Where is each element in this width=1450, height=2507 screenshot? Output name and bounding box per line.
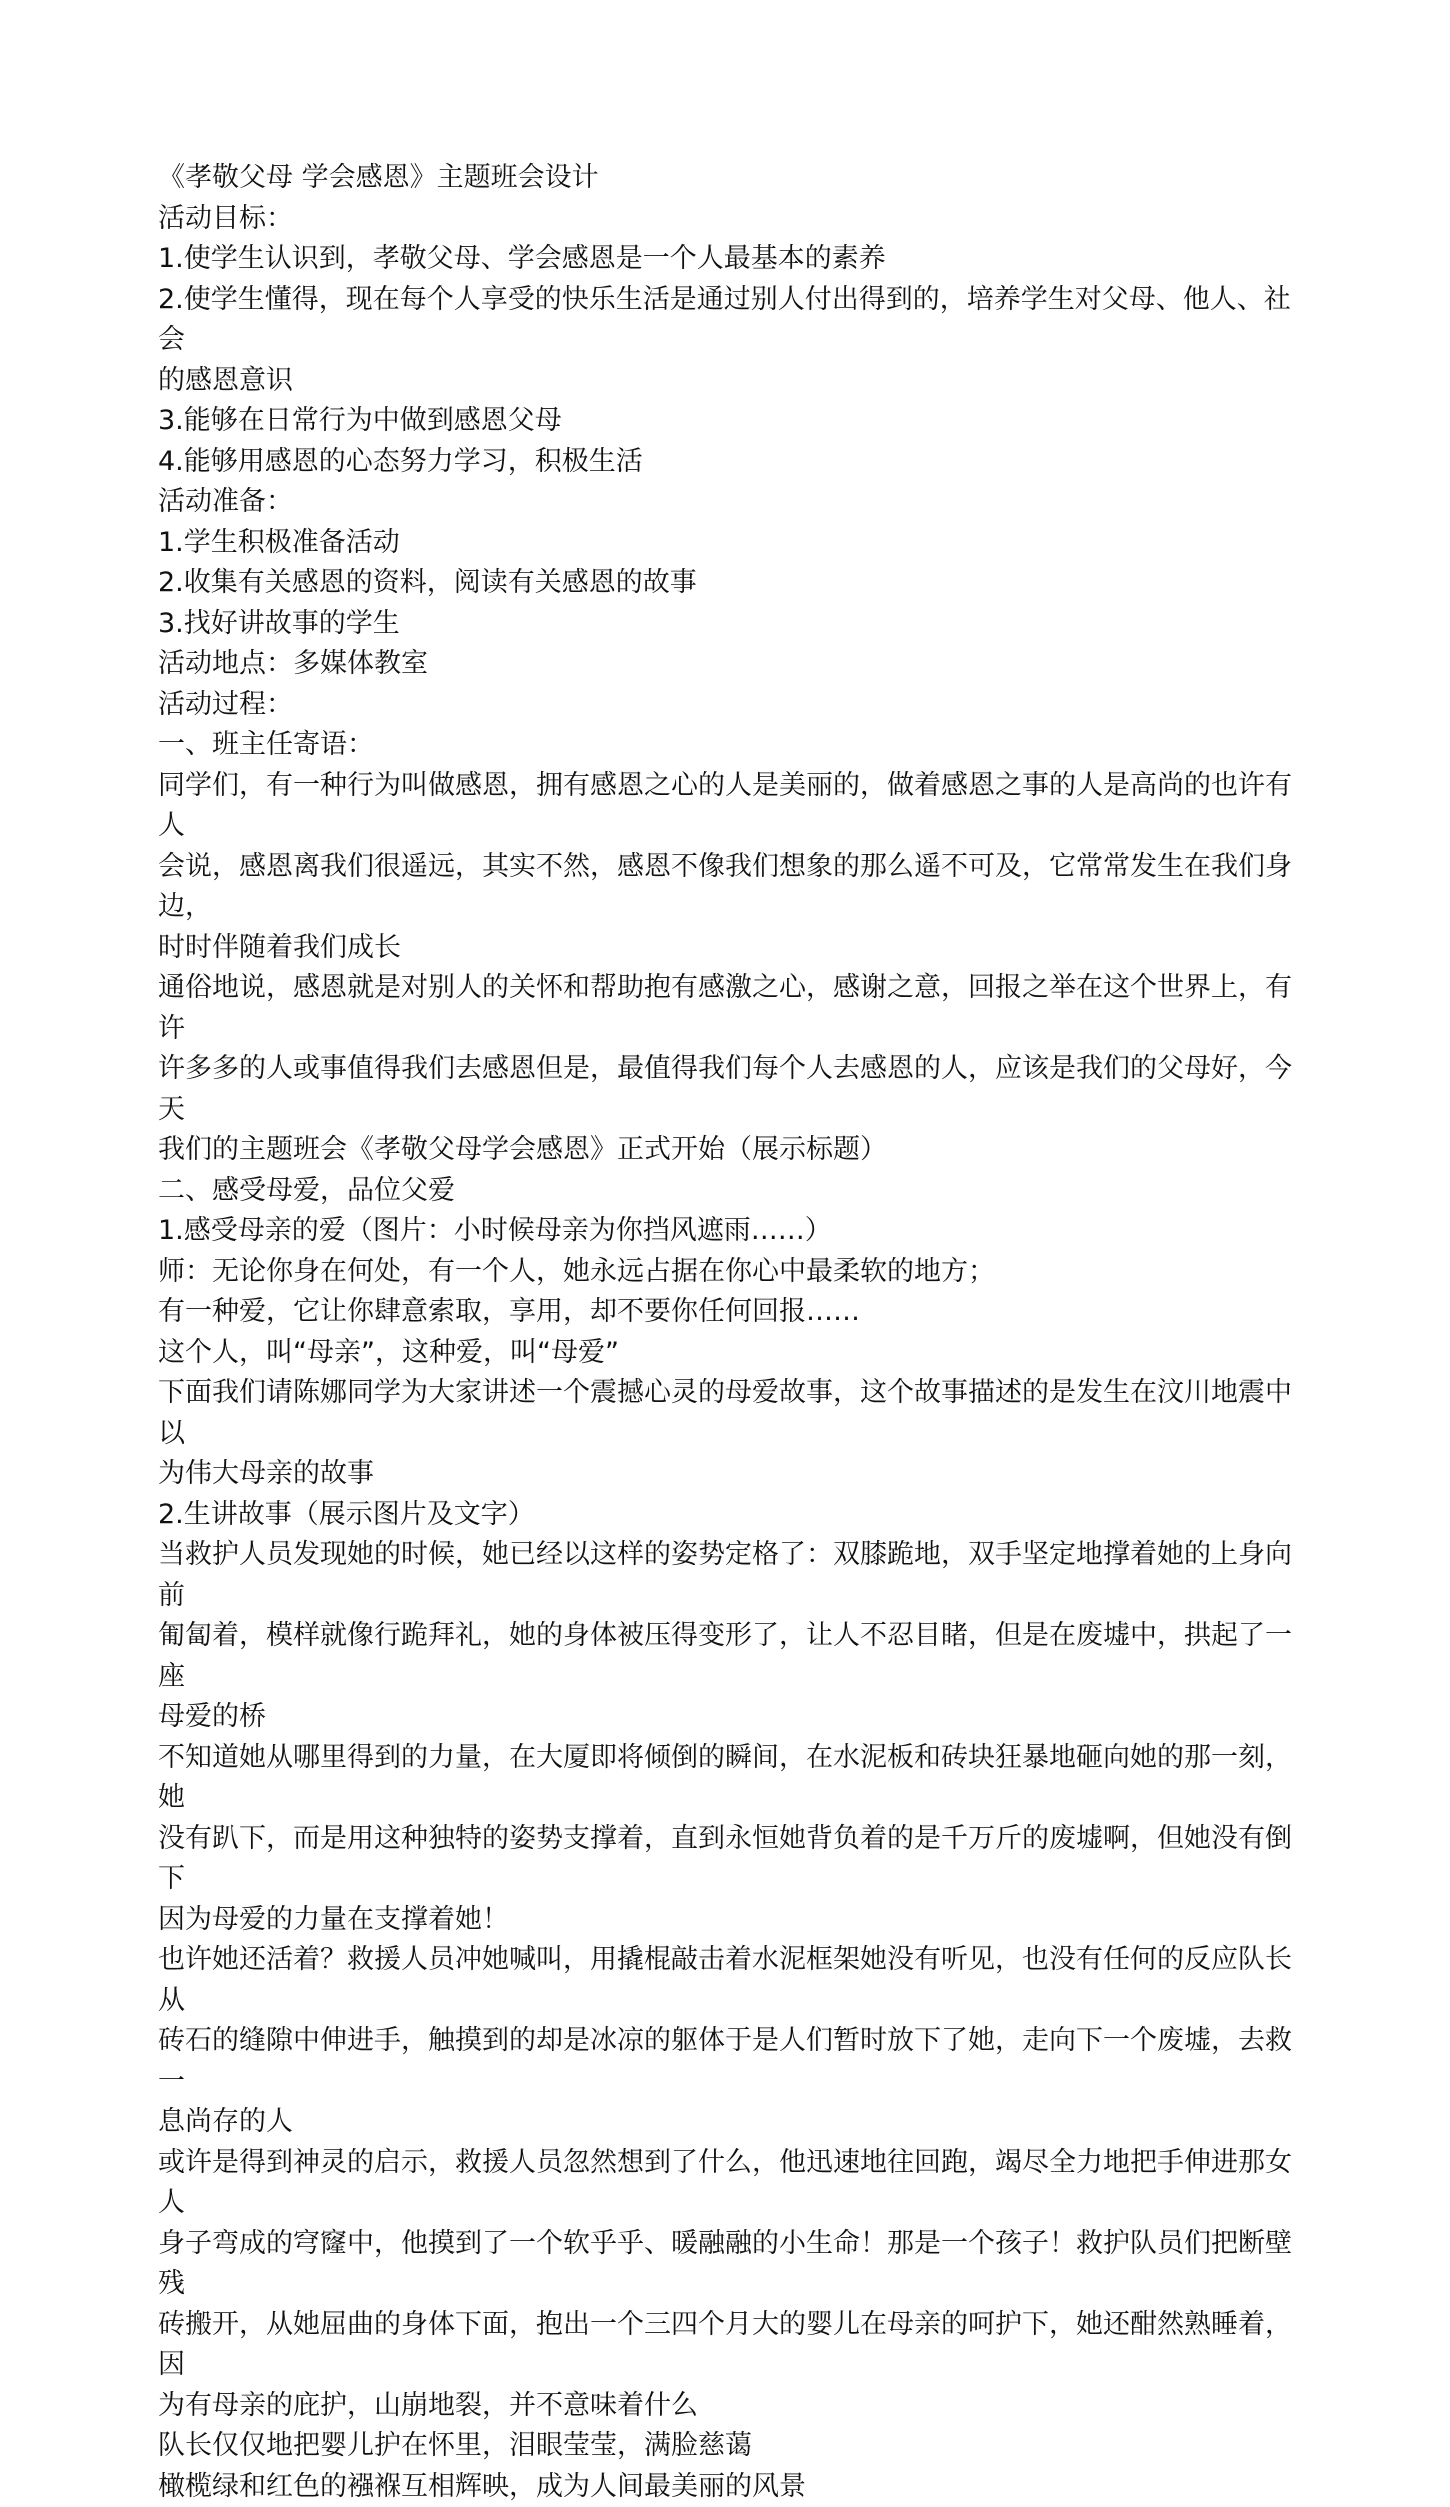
text-line: 2.使学生懂得，现在每个人享受的快乐生活是通过别人付出得到的，培养学生对父母、他人、社会: [158, 280, 1308, 361]
text-line: 身子弯成的穹窿中，他摸到了一个软乎乎、暖融融的小生命！那是一个孩子！救护队员们把断壁残: [158, 2224, 1308, 2305]
section-heading: 二、感受母爱，品位父爱: [158, 1171, 1308, 1212]
text-line: 没有趴下，而是用这种独特的姿势支撑着，直到永恒她背负着的是千万斤的废墟啊，但她没有倒下: [158, 1819, 1308, 1900]
text-line: 我们的主题班会《孝敬父母学会感恩》正式开始（展示标题）: [158, 1130, 1308, 1171]
text-line: 母爱的桥: [158, 1697, 1308, 1738]
text-line: 会说，感恩离我们很遥远，其实不然，感恩不像我们想象的那么遥不可及，它常常发生在我们身边，: [158, 847, 1308, 928]
section-heading: 活动地点：多媒体教室: [158, 644, 1308, 685]
text-line: 4.能够用感恩的心态努力学习，积极生活: [158, 442, 1308, 483]
text-line: 匍匐着，模样就像行跪拜礼，她的身体被压得变形了，让人不忍目睹，但是在废墟中，拱起了一座: [158, 1616, 1308, 1697]
text-line: 橄榄绿和红色的襁褓互相辉映，成为人间最美丽的风景: [158, 2467, 1308, 2507]
text-line: 2.收集有关感恩的资料，阅读有关感恩的故事: [158, 563, 1308, 604]
text-line: 为伟大母亲的故事: [158, 1454, 1308, 1495]
text-line: 队长仅仅地把婴儿护在怀里，泪眼莹莹，满脸慈蔼: [158, 2426, 1308, 2467]
section-heading: 活动目标：: [158, 199, 1308, 240]
section-heading: 活动过程：: [158, 685, 1308, 726]
text-line: 当救护人员发现她的时候，她已经以这样的姿势定格了：双膝跪地，双手坚定地撑着她的上身向前: [158, 1535, 1308, 1616]
text-line: 或许是得到神灵的启示，救援人员忽然想到了什么，他迅速地往回跑，竭尽全力地把手伸进那女人: [158, 2143, 1308, 2224]
text-line: 时时伴随着我们成长: [158, 928, 1308, 969]
document-title: 《孝敬父母 学会感恩》主题班会设计: [158, 158, 1308, 199]
section-heading: 一、班主任寄语：: [158, 725, 1308, 766]
text-line: 砖石的缝隙中伸进手，触摸到的却是冰凉的躯体于是人们暂时放下了她，走向下一个废墟，去救一: [158, 2021, 1308, 2102]
text-line: 1.感受母亲的爱（图片：小时候母亲为你挡风遮雨……）: [158, 1211, 1308, 1252]
text-line: 同学们，有一种行为叫做感恩，拥有感恩之心的人是美丽的，做着感恩之事的人是高尚的也许有人: [158, 766, 1308, 847]
text-line: 因为母爱的力量在支撑着她！: [158, 1900, 1308, 1941]
text-line: 3.能够在日常行为中做到感恩父母: [158, 401, 1308, 442]
text-line: 有一种爱，它让你肆意索取，享用，却不要你任何回报……: [158, 1292, 1308, 1333]
section-heading: 活动准备：: [158, 482, 1308, 523]
text-line: 不知道她从哪里得到的力量，在大厦即将倾倒的瞬间，在水泥板和砖块狂暴地砸向她的那一刻，她: [158, 1738, 1308, 1819]
text-line: 1.学生积极准备活动: [158, 523, 1308, 564]
text-line: 2.生讲故事（展示图片及文字）: [158, 1495, 1308, 1536]
text-line: 息尚存的人: [158, 2102, 1308, 2143]
text-line: 下面我们请陈娜同学为大家讲述一个震撼心灵的母爱故事，这个故事描述的是发生在汶川地震中以: [158, 1373, 1308, 1454]
text-line: 3.找好讲故事的学生: [158, 604, 1308, 645]
text-line: 这个人，叫“母亲”，这种爱，叫“母爱”: [158, 1333, 1308, 1374]
text-line: 1.使学生认识到，孝敬父母、学会感恩是一个人最基本的素养: [158, 239, 1308, 280]
text-line: 也许她还活着？救援人员冲她喊叫，用撬棍敲击着水泥框架她没有听见，也没有任何的反应队长从: [158, 1940, 1308, 2021]
document-body: [158, 158, 1308, 2507]
text-line: 通俗地说，感恩就是对别人的关怀和帮助抱有感激之心，感谢之意，回报之举在这个世界上，有许: [158, 968, 1308, 1049]
text-line: 的感恩意识: [158, 361, 1308, 402]
text-line: 砖搬开，从她屈曲的身体下面，抱出一个三四个月大的婴儿在母亲的呵护下，她还酣然熟睡着，因: [158, 2305, 1308, 2386]
text-line: 为有母亲的庇护，山崩地裂，并不意味着什么: [158, 2386, 1308, 2427]
text-line: 师：无论你身在何处，有一个人，她永远占据在你心中最柔软的地方；: [158, 1252, 1308, 1293]
text-line: 许多多的人或事值得我们去感恩但是，最值得我们每个人去感恩的人，应该是我们的父母好，今天: [158, 1049, 1308, 1130]
